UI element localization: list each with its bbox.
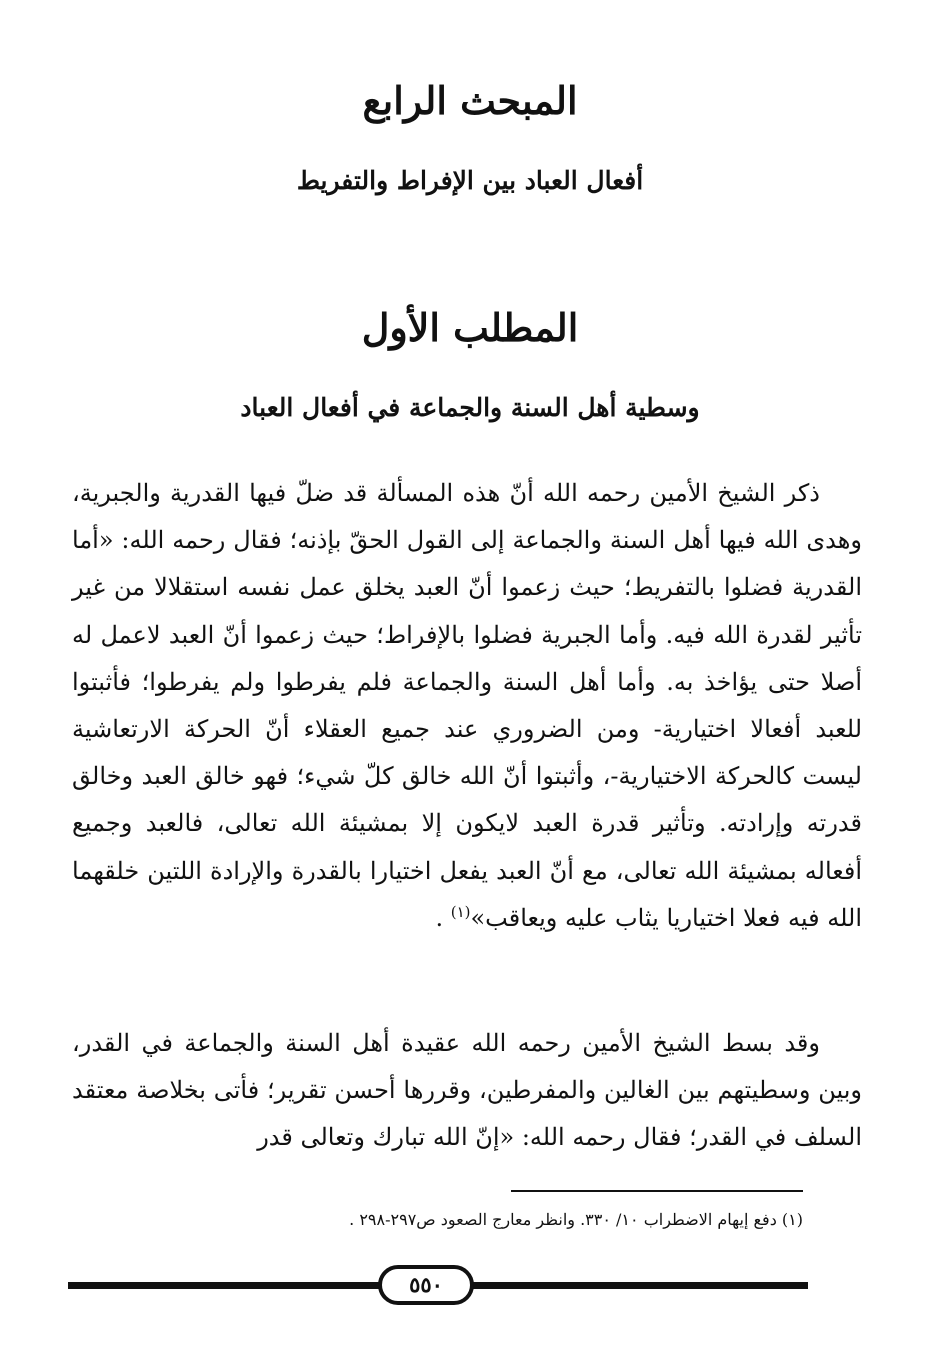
footnote-reference[interactable]: (١) <box>450 902 471 921</box>
section-subtitle: وسطية أهل السنة والجماعة في أفعال العباد <box>240 393 700 422</box>
body-paragraph-2: وقد بسط الشيخ الأمين رحمه الله عقيدة أهل السنة والجماعة في القدر، وبين وسطيتهم بين الغالين والمفرطين، وقررها أحسن تقرير؛ فأتى بخلاصة معتقد السلف في القدر؛ فقال رحمه الله: «إنّ الله تبارك وتعالى قدر <box>72 1029 862 1152</box>
chapter-subtitle: أفعال العباد بين الإفراط والتفريط <box>296 166 644 195</box>
chapter-title: المبحث الرابع <box>362 78 578 123</box>
footer-rule-left <box>68 1282 388 1289</box>
footnote: (١) دفع إيهام الاضطراب ١٠/ ٣٣٠. وانظر معارج الصعود ص٢٩٧-٢٩٨ . <box>349 1210 803 1229</box>
footnote-divider <box>511 1190 803 1192</box>
paragraph-1-end: . <box>435 903 444 932</box>
body-paragraph-1 <box>72 470 862 942</box>
paragraph-1-text: ذكر الشيخ الأمين رحمه الله أنّ هذه المسألة قد ضلّ فيها القدرية والجبرية، وهدى الله فيها أهل السنة والجماعة إلى القول الحقّ بإذنه؛ فقال رحمه الله: «أما القدرية فضلوا بالتفريط؛ حيث زعموا أنّ العبد يخلق عمل نفسه استقلالا من غير تأثير لقدرة الله فيه. وأما الجبرية فضلوا بالإفراط؛ حيث زعموا أنّ العبد لاعمل له أصلا حتى يؤاخذ به. وأما أهل السنة والجماعة فلم يفرطوا ولم يفرطوا؛ فأثبتوا للعبد أفعالا اختيارية- ومن الضروري عند جميع العقلاء أنّ الحركة الارتعاشية ليست كالحركة الاختيارية-، وأثبتوا أنّ الله خالق كلّ شيء؛ فهو خالق العبد وخالق قدرته وإرادته. وتأثير قدرة العبد لايكون إلا بمشيئة الله تعالى، فالعبد وجميع أفعاله بمشيئة الله تعالى، مع أنّ العبد يفعل اختيارا بالقدرة والإرادة اللتين خلقهما الله فيه فعلا اختياريا يثاب عليه ويعاقب» <box>72 479 863 932</box>
page-number: ٥٥٠ <box>378 1265 474 1305</box>
page-footer <box>68 1264 808 1310</box>
footer-rule-right <box>463 1282 808 1289</box>
section-title: المطلب الأول <box>361 305 579 350</box>
